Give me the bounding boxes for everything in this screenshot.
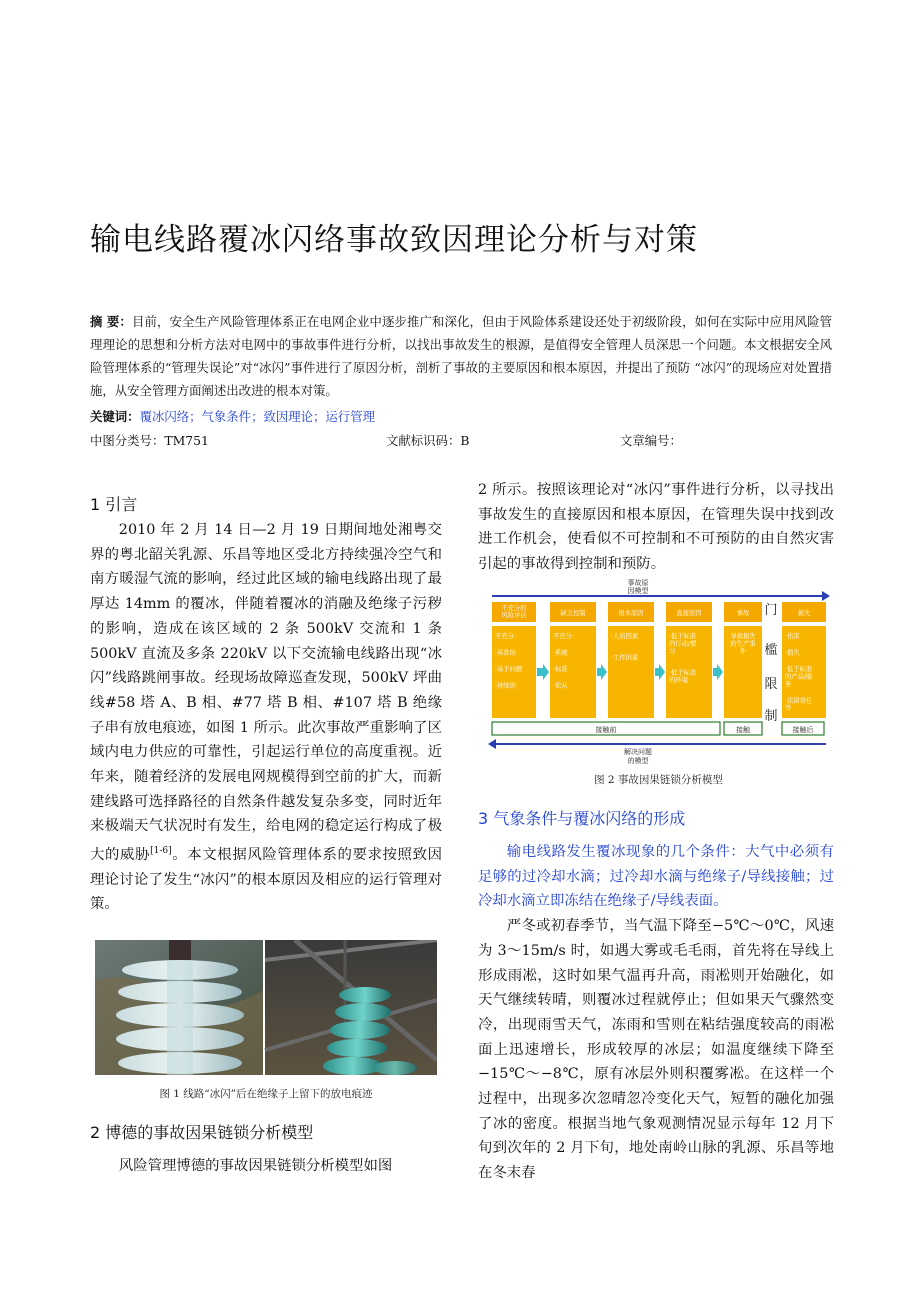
section-3-paragraph-conditions: 输电线路发生覆冰现象的几个条件：大气中必须有足够的过冷却水滴；过冷却水滴与绝缘子/导线接触；过冷却水滴立即冻结在绝缘子/导线表面。 — [478, 844, 834, 910]
diagram-body-item-2-4-line: ·依从 — [553, 682, 568, 690]
diagram-body-item-6-3-line: 务 — [785, 681, 792, 688]
keywords-text: 覆冰闪络；气象条件；致因理论；运行管理 — [139, 409, 375, 424]
figure-2-caption: 图 2 事故因果链锁分析模型 — [594, 774, 723, 786]
diagram-body-item-2-2-line: ·系统 — [553, 649, 568, 657]
diagram-body-item-2-1-line: 不充分： — [553, 633, 579, 640]
threshold-char-2: 槛 — [764, 643, 778, 658]
diagram-body-item-4-1-line: ·低于标准 — [669, 633, 697, 640]
diagram-body-item-6-3-line: 的产品/服 — [785, 673, 813, 681]
diagram-body-item-4-2-line: ·低于标准 — [669, 669, 697, 677]
diagram-body-item-6-4-line: 等 — [785, 705, 792, 712]
diagram-body-item-3-1-line: ·人员因素 — [611, 633, 639, 640]
diagram-body-item-1-3 — [495, 664, 523, 673]
section-2-paragraph-cont: 2 所示。按照该理论对“冰闪”事件进行分析，以寻找出事故发生的直接原因和根本原因，在管理失误中找到改进工作机会，使看似不可控制和不可预防的由自然灾害引起的事故得到控制和预防。 — [478, 482, 834, 573]
section-2-heading: 2 博德的事故因果链锁分析模型 — [90, 1123, 314, 1142]
diagram-body-item-6-4-line: ·法律责任 — [785, 697, 813, 705]
diagram-header-text-2 — [560, 608, 585, 617]
diagram-body-item-3-2 — [611, 653, 639, 662]
paper-title: 输电线路覆冰闪络事故致因理论分析与对策 — [90, 222, 698, 258]
diagram-header-text-3 — [618, 608, 643, 617]
diagram-body-item-1-2-line: ·基准的 — [495, 649, 516, 657]
figure-1-caption: 图 1 线路“冰闪”后在绝缘子上留下的放电痕迹 — [159, 1088, 373, 1100]
abstract-label: 摘 要： — [90, 314, 132, 329]
diagram-body-item-4-1-line: 习 — [669, 648, 676, 655]
figure-2-diagram — [486, 576, 831, 766]
section-3-body — [478, 840, 834, 1186]
diagram-header-text-5 — [737, 608, 750, 617]
diagram-header-text-1-line: 风险评估 — [501, 612, 527, 619]
diagram-body-item-5-1-line: 的生产事 — [730, 640, 756, 648]
section-1-text-tail: 。本文根据风险管理体系的要求按照致因理论讨论了发生“冰闪”的根本原因及相应的运行管理对策。 — [90, 846, 442, 913]
diagram-body-item-5-1-line: 导致损失 — [730, 633, 756, 640]
diagram-header-text-4-line: 直接原因 — [676, 610, 702, 617]
diagram-body-item-2-3 — [553, 664, 568, 673]
stage-label-pre: 接触前 — [595, 726, 617, 734]
citation: [1-6] — [150, 846, 172, 857]
diagram-body-item-2-4 — [553, 681, 568, 690]
diagram-body-item-6-2 — [785, 648, 800, 657]
flow-arrow-3 — [655, 664, 665, 680]
threshold-char-4: 制 — [764, 709, 778, 724]
clc-number: 中图分类号：TM751 — [90, 433, 209, 448]
article-number: 文章编号： — [620, 433, 682, 448]
top-arrow-head — [822, 591, 830, 601]
diagram-header-text-2-line: 缺乏控制 — [560, 610, 586, 617]
diagram-body-item-3-1 — [611, 631, 639, 640]
section-1-body — [90, 518, 442, 917]
diagram-body-item-2-3-line: ·标准 — [553, 666, 568, 673]
diagram-header-text-6 — [798, 608, 811, 617]
diagram-body-item-1-4-line: ·持续的 — [495, 682, 516, 690]
abstract — [90, 310, 832, 402]
diagram-body-item-6-3-line: ·低于标准 — [785, 666, 813, 673]
flow-arrow-4 — [713, 664, 723, 680]
diagram-body-item-1-3-line: ·基于问题 — [495, 666, 523, 673]
flow-arrow-1 — [537, 664, 549, 680]
flow-arrow-2 — [597, 664, 607, 680]
section-3-heading: 3 气象条件与覆冰闪络的形成 — [478, 809, 686, 828]
top-arrow-label-2: 因模型 — [627, 587, 649, 595]
section-2-body — [90, 1154, 442, 1179]
diagram-body-item-6-1-line: ·伤害 — [785, 633, 800, 640]
keywords — [90, 407, 832, 427]
bottom-arrow-head — [488, 739, 496, 749]
insulator-photo-illustration — [95, 940, 437, 1075]
threshold-char-1: 门 — [764, 603, 778, 618]
diagram-body-item-6-2-line: ·损失 — [785, 649, 800, 657]
diagram-body-item-1-2 — [495, 648, 517, 657]
diagram-body-item-1-4 — [495, 681, 517, 690]
diagram-header-text-1 — [501, 603, 527, 619]
figure-1-photo — [95, 940, 437, 1075]
section-1-heading: 1 引言 — [90, 495, 138, 514]
diagram-body-item-4-2-line: 的环境 — [669, 677, 688, 684]
document-code: 文献标识码：B — [386, 433, 470, 448]
top-arrow-label-1: 事故原 — [627, 579, 649, 587]
stage-label-contact: 接触 — [736, 726, 750, 734]
diagram-header-text-3-line: 根本原因 — [618, 610, 644, 617]
bottom-arrow-label-1: 解决问题 — [624, 748, 652, 756]
diagram-header-text-4 — [676, 608, 701, 617]
section-1-text: 2010 年 2 月 14 日—2 月 19 日期间地处湘粤交界的粤北韶关乳源、乐昌等地区受北方持续强冷空气和南方暖湿气流的影响，经过此区域的输电线路出现了最厚达 14mm 的覆冰，伴随着覆冰的消融及绝缘子污秽的影响，造成在该区域的 2 条 500kV 交流和 1 条 500kV 直流及多条 220kV 以下交流输电线路出现“冰闪”线路跳闸事故。经现场故障巡查发现，500kV 坪曲线#58 塔 A、B 相、#77 塔 B 相、#107 塔 B 绝缘子串有放电痕迹，如图 1 所示。此次事故严重影响了区域内电力供应的可靠性，引起运行单位的高度重视。近年来，随着经济的发展电网规模得到空前的扩大，而新建线路可选择路径的自然条件越发复杂多变，同时近年来极端天气状况时有发生，给电网的稳定运行构成了极大的威胁 — [90, 522, 442, 863]
diagram-body-item-2-1 — [553, 631, 578, 640]
diagram-header-text-5-line: 事故 — [736, 610, 750, 617]
abstract-text: 目前，安全生产风险管理体系正在电网企业中逐步推广和深化，但由于风险体系建设还处于初级阶段，如何在实际中应用风险管理理论的思想和分析方法对电网中的事故事件进行分析，以找出事故发生的根源，是值得安全管理人员深思一个问题。本文根据安全风险管理体系的“管理失误论”对“冰闪”事件进行了原因分析，剖析了事故的主要原因和根本原因，并提出了预防 “冰闪”的现场应对处置措施，从安全管理方面阐述出改进的根本对策。 — [90, 314, 832, 398]
diagram-header-text-1-line: 不充分的 — [501, 605, 527, 612]
diagram-body-item-6-1 — [785, 631, 800, 640]
section-1-paragraph — [90, 518, 442, 917]
section-2-paragraph-start: 风险管理博德的事故因果链锁分析模型如图 — [118, 1158, 393, 1174]
diagram-body-item-4-1-line: 的行动/惯 — [669, 640, 697, 648]
diagram-body-item-1-1 — [495, 631, 520, 640]
keywords-label: 关键词： — [90, 409, 140, 424]
diagram-header-text-6-line: 损失 — [797, 610, 811, 617]
section-2-continued — [478, 478, 834, 577]
stage-label-post: 接触后 — [792, 726, 814, 734]
threshold-char-3: 限 — [764, 677, 778, 692]
diagram-body-item-5-1-line: 件 — [739, 648, 747, 655]
diagram-body-item-1-1-line: 不充分： — [495, 633, 521, 640]
diagram-body-item-3-2-line: ·工作因素 — [611, 654, 639, 662]
diagram-body-item-2-2 — [553, 648, 568, 657]
section-3-paragraph-process: 严冬或初春季节，当气温下降至−5℃～0℃，风速为 3～15m/s 时，如遇大雾或毛毛雨，首先将在导线上形成雨凇，这时如果气温再升高，雨凇则开始融化，如天气继续转晴，则覆冰过程就停止；但如果天气骤然变冷，出现雨雪天气，冻雨和雪则在粘结强度较高的雨凇面上迅速增长，形成较厚的冰层；如温度继续下降至−15℃～−8℃，原有冰层外则积覆雾凇。在这样一个过程中，出现多次忽晴忽冷变化天气，短暂的融化加强了冰的密度。根据当地气象观测情况显示每年 12 月下旬到次年的 2 月下旬，地处南岭山脉的乳源、乐昌等地在冬末春 — [478, 918, 834, 1182]
bottom-arrow-label-2: 的模型 — [627, 757, 649, 765]
